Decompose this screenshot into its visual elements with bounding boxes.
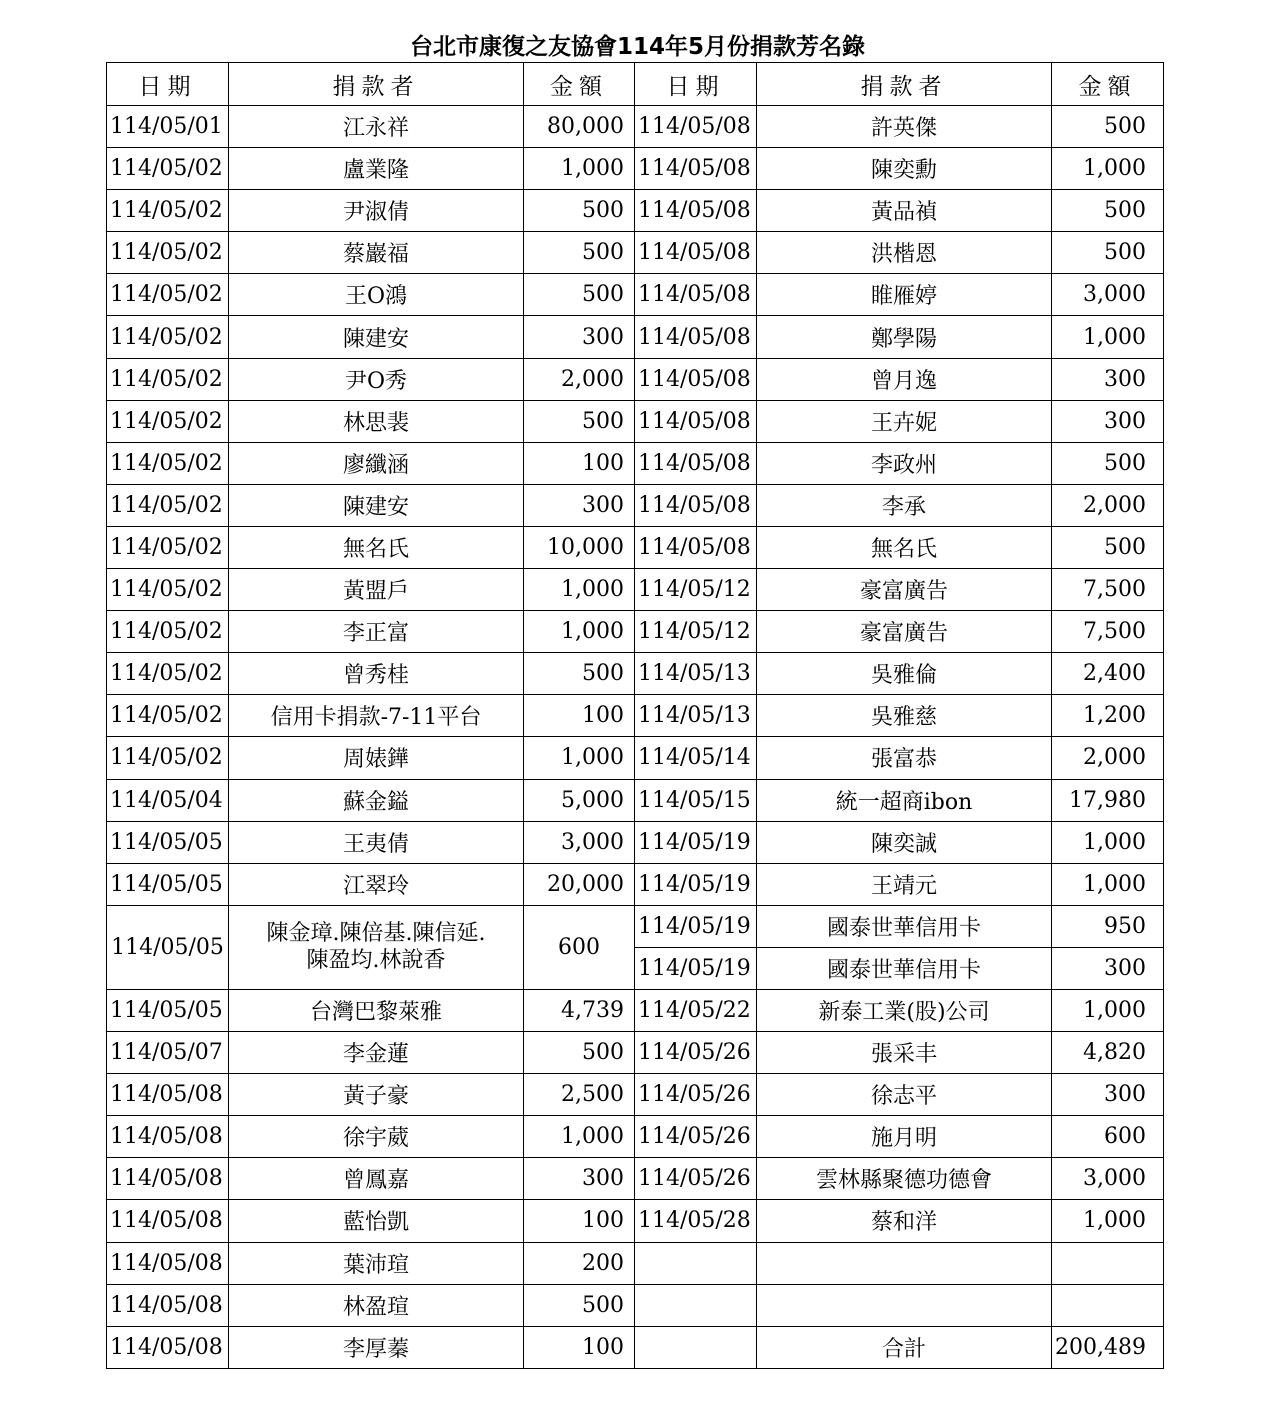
- date-cell: 114/05/19: [635, 821, 757, 863]
- amount-cell: 500: [524, 653, 635, 695]
- donor-cell: 張采丰: [757, 1032, 1052, 1074]
- donor-cell: 江永祥: [229, 106, 524, 148]
- amount-cell: 500: [524, 1284, 635, 1326]
- donor-cell: 陳建安: [229, 484, 524, 526]
- table-row: [107, 316, 1164, 358]
- date-cell: 114/05/02: [107, 190, 229, 232]
- date-cell: [635, 1326, 757, 1368]
- date-cell: 114/05/02: [107, 569, 229, 611]
- date-cell: 114/05/19: [635, 947, 757, 989]
- amount-cell: 1,000: [1052, 863, 1164, 905]
- date-cell: 114/05/02: [107, 484, 229, 526]
- amount-cell: 4,739: [524, 989, 635, 1031]
- donor-cell: 統一超商ibon: [757, 779, 1052, 821]
- table-row: [107, 1242, 1164, 1284]
- donor-cell: 王O鴻: [229, 274, 524, 316]
- amount-cell: 300: [1052, 947, 1164, 989]
- table-row: [107, 569, 1164, 611]
- amount-cell: 2,000: [1052, 484, 1164, 526]
- total-row: [107, 1326, 1164, 1368]
- donor-cell: 張富恭: [757, 737, 1052, 779]
- amount-cell: 500: [1052, 106, 1164, 148]
- date-cell: 114/05/22: [635, 989, 757, 1031]
- header-donor: 捐款者: [757, 63, 1052, 106]
- donor-cell: 林思裴: [229, 400, 524, 442]
- amount-cell: 2,000: [524, 358, 635, 400]
- donor-cell: 蘇金鎰: [229, 779, 524, 821]
- date-cell: 114/05/02: [107, 232, 229, 274]
- donor-cell: 李金蓮: [229, 1032, 524, 1074]
- donor-cell: [757, 1284, 1052, 1326]
- table-row: [107, 779, 1164, 821]
- date-cell: 114/05/08: [107, 1200, 229, 1242]
- table-row: [107, 526, 1164, 568]
- date-cell: 114/05/26: [635, 1074, 757, 1116]
- amount-cell: 1,000: [1052, 1200, 1164, 1242]
- amount-cell: 1,000: [524, 737, 635, 779]
- date-cell: 114/05/08: [635, 190, 757, 232]
- donor-cell: 施月明: [757, 1116, 1052, 1158]
- donor-cell: 吳雅慈: [757, 695, 1052, 737]
- date-cell: 114/05/12: [635, 611, 757, 653]
- donor-cell: 林盈瑄: [229, 1284, 524, 1326]
- date-cell: 114/05/08: [107, 1326, 229, 1368]
- table-row: [107, 484, 1164, 526]
- table-row: [107, 1074, 1164, 1116]
- header-date: 日期: [107, 63, 229, 106]
- donor-cell: 盧業隆: [229, 148, 524, 190]
- date-cell: [635, 1242, 757, 1284]
- header-date: 日期: [635, 63, 757, 106]
- amount-cell: 100: [524, 695, 635, 737]
- date-cell: 114/05/08: [107, 1158, 229, 1200]
- amount-cell: 2,000: [1052, 737, 1164, 779]
- amount-cell: 600: [1052, 1116, 1164, 1158]
- table-row: [107, 232, 1164, 274]
- table-row: [107, 695, 1164, 737]
- donor-cell: 陳奕勳: [757, 148, 1052, 190]
- date-cell: 114/05/08: [635, 106, 757, 148]
- date-cell: 114/05/13: [635, 695, 757, 737]
- donor-cell: 葉沛瑄: [229, 1242, 524, 1284]
- amount-cell: 3,000: [1052, 1158, 1164, 1200]
- donor-cell: 台灣巴黎萊雅: [229, 989, 524, 1031]
- donor-cell: 尹O秀: [229, 358, 524, 400]
- date-cell: 114/05/02: [107, 400, 229, 442]
- table-row: [107, 1284, 1164, 1326]
- donor-cell: 睢雁婷: [757, 274, 1052, 316]
- donor-cell: 鄭學陽: [757, 316, 1052, 358]
- amount-cell: 300: [524, 1158, 635, 1200]
- donor-cell: [229, 905, 524, 989]
- donor-cell: 李承: [757, 484, 1052, 526]
- amount-cell: 300: [524, 316, 635, 358]
- date-cell: 114/05/05: [107, 863, 229, 905]
- amount-cell: 2,400: [1052, 653, 1164, 695]
- amount-cell: 100: [524, 1200, 635, 1242]
- donor-cell: 黃盟戶: [229, 569, 524, 611]
- amount-cell: 500: [1052, 526, 1164, 568]
- amount-cell: 300: [1052, 400, 1164, 442]
- date-cell: 114/05/08: [635, 316, 757, 358]
- donor-cell: 曾鳳嘉: [229, 1158, 524, 1200]
- amount-cell: 1,000: [524, 1116, 635, 1158]
- donor-cell: 江翠玲: [229, 863, 524, 905]
- date-cell: 114/05/07: [107, 1032, 229, 1074]
- donor-cell: 周婊鏵: [229, 737, 524, 779]
- table-row: [107, 106, 1164, 148]
- date-cell: 114/05/14: [635, 737, 757, 779]
- donor-cell: 蔡巖福: [229, 232, 524, 274]
- date-cell: 114/05/08: [635, 358, 757, 400]
- amount-cell: 1,000: [524, 569, 635, 611]
- amount-cell: 17,980: [1052, 779, 1164, 821]
- date-cell: 114/05/02: [107, 695, 229, 737]
- donor-cell: 豪富廣告: [757, 569, 1052, 611]
- date-cell: 114/05/19: [635, 905, 757, 947]
- date-cell: 114/05/08: [635, 442, 757, 484]
- table-row: [107, 1032, 1164, 1074]
- table-row: [107, 1200, 1164, 1242]
- total-amount: 200,489: [1052, 1326, 1164, 1368]
- amount-cell: 1,000: [524, 148, 635, 190]
- table-row: [107, 905, 1164, 947]
- donor-cell: 李正富: [229, 611, 524, 653]
- date-cell: 114/05/02: [107, 274, 229, 316]
- donor-cell: 藍怡凱: [229, 1200, 524, 1242]
- date-cell: 114/05/05: [107, 821, 229, 863]
- donor-cell: 黃子豪: [229, 1074, 524, 1116]
- amount-cell: 3,000: [1052, 274, 1164, 316]
- donor-cell: 徐宇葳: [229, 1116, 524, 1158]
- date-cell: 114/05/02: [107, 526, 229, 568]
- donor-cell: 吳雅倫: [757, 653, 1052, 695]
- date-cell: 114/05/02: [107, 358, 229, 400]
- amount-cell: 500: [1052, 190, 1164, 232]
- amount-cell: 1,000: [1052, 148, 1164, 190]
- amount-cell: 1,000: [1052, 316, 1164, 358]
- amount-cell: 950: [1052, 905, 1164, 947]
- table-row: [107, 274, 1164, 316]
- date-cell: 114/05/28: [635, 1200, 757, 1242]
- donor-cell: 廖纖涵: [229, 442, 524, 484]
- donor-cell: 國泰世華信用卡: [757, 905, 1052, 947]
- table-row: [107, 400, 1164, 442]
- amount-cell: 300: [524, 484, 635, 526]
- amount-cell: 100: [524, 442, 635, 484]
- amount-cell: 1,200: [1052, 695, 1164, 737]
- donor-cell: 尹淑倩: [229, 190, 524, 232]
- donor-cell: 王靖元: [757, 863, 1052, 905]
- amount-cell: 600: [524, 905, 635, 989]
- date-cell: 114/05/12: [635, 569, 757, 611]
- date-cell: 114/05/02: [107, 442, 229, 484]
- date-cell: [635, 1284, 757, 1326]
- table-row: [107, 148, 1164, 190]
- table-row: [107, 1116, 1164, 1158]
- amount-cell: [1052, 1242, 1164, 1284]
- date-cell: 114/05/19: [635, 863, 757, 905]
- amount-cell: 300: [1052, 1074, 1164, 1116]
- donor-cell: 徐志平: [757, 1074, 1052, 1116]
- donor-cell: 洪楷恩: [757, 232, 1052, 274]
- table-row: [107, 1158, 1164, 1200]
- amount-cell: 200: [524, 1242, 635, 1284]
- date-cell: 114/05/02: [107, 611, 229, 653]
- date-cell: 114/05/08: [107, 1074, 229, 1116]
- amount-cell: 3,000: [524, 821, 635, 863]
- donor-cell: 李厚蓁: [229, 1326, 524, 1368]
- amount-cell: 500: [524, 274, 635, 316]
- date-cell: 114/05/05: [107, 905, 229, 989]
- donor-cell: 曾秀桂: [229, 653, 524, 695]
- donor-cell: 無名氏: [757, 526, 1052, 568]
- table-row: [107, 611, 1164, 653]
- header-amount: 金額: [1052, 63, 1164, 106]
- date-cell: 114/05/02: [107, 316, 229, 358]
- amount-cell: 5,000: [524, 779, 635, 821]
- date-cell: 114/05/08: [107, 1116, 229, 1158]
- amount-cell: 20,000: [524, 863, 635, 905]
- header-amount: 金額: [524, 63, 635, 106]
- donation-table: [106, 62, 1164, 1369]
- amount-cell: 1,000: [1052, 821, 1164, 863]
- amount-cell: [1052, 1284, 1164, 1326]
- donor-cell: 雲林縣聚德功德會: [757, 1158, 1052, 1200]
- amount-cell: 500: [524, 1032, 635, 1074]
- table-row: [107, 190, 1164, 232]
- amount-cell: 7,500: [1052, 569, 1164, 611]
- donor-cell: 信用卡捐款-7-11平台: [229, 695, 524, 737]
- date-cell: 114/05/08: [107, 1284, 229, 1326]
- header-row: [107, 63, 1164, 106]
- table-row: [107, 442, 1164, 484]
- donor-line: 陳盈均.林說香: [306, 948, 446, 974]
- amount-cell: 80,000: [524, 106, 635, 148]
- date-cell: 114/05/02: [107, 737, 229, 779]
- donor-cell: 國泰世華信用卡: [757, 947, 1052, 989]
- date-cell: 114/05/26: [635, 1116, 757, 1158]
- table-row: [107, 653, 1164, 695]
- amount-cell: 2,500: [524, 1074, 635, 1116]
- donor-cell: 豪富廣告: [757, 611, 1052, 653]
- donor-cell: 王夷倩: [229, 821, 524, 863]
- date-cell: 114/05/02: [107, 653, 229, 695]
- amount-cell: 500: [524, 190, 635, 232]
- donor-cell: 黃品禎: [757, 190, 1052, 232]
- table-row: [107, 737, 1164, 779]
- donor-cell: [757, 1242, 1052, 1284]
- date-cell: 114/05/26: [635, 1158, 757, 1200]
- amount-cell: 100: [524, 1326, 635, 1368]
- table-row: [107, 989, 1164, 1031]
- donor-cell: 曾月逸: [757, 358, 1052, 400]
- donor-line: 陳金璋.陳倍基.陳信延.: [266, 920, 486, 946]
- total-label: 合計: [757, 1326, 1052, 1368]
- date-cell: 114/05/08: [635, 484, 757, 526]
- date-cell: 114/05/01: [107, 106, 229, 148]
- amount-cell: 10,000: [524, 526, 635, 568]
- donor-cell: 蔡和洋: [757, 1200, 1052, 1242]
- date-cell: 114/05/08: [107, 1242, 229, 1284]
- donor-cell: 王卉妮: [757, 400, 1052, 442]
- amount-cell: 1,000: [1052, 989, 1164, 1031]
- amount-cell: 300: [1052, 358, 1164, 400]
- donor-cell: 無名氏: [229, 526, 524, 568]
- date-cell: 114/05/05: [107, 989, 229, 1031]
- date-cell: 114/05/08: [635, 526, 757, 568]
- date-cell: 114/05/04: [107, 779, 229, 821]
- donor-cell: 李政州: [757, 442, 1052, 484]
- date-cell: 114/05/13: [635, 653, 757, 695]
- amount-cell: 7,500: [1052, 611, 1164, 653]
- date-cell: 114/05/02: [107, 148, 229, 190]
- amount-cell: 4,820: [1052, 1032, 1164, 1074]
- date-cell: 114/05/08: [635, 274, 757, 316]
- donor-cell: 新泰工業(股)公司: [757, 989, 1052, 1031]
- amount-cell: 1,000: [524, 611, 635, 653]
- header-donor: 捐款者: [229, 63, 524, 106]
- donor-cell: 陳奕誠: [757, 821, 1052, 863]
- amount-cell: 500: [524, 232, 635, 274]
- table-row: [107, 863, 1164, 905]
- date-cell: 114/05/08: [635, 232, 757, 274]
- donor-cell: 陳建安: [229, 316, 524, 358]
- amount-cell: 500: [1052, 232, 1164, 274]
- document-title: 台北市康復之友協會114年5月份捐款芳名錄: [409, 34, 865, 60]
- table-row: [107, 358, 1164, 400]
- date-cell: 114/05/15: [635, 779, 757, 821]
- donor-cell: 許英傑: [757, 106, 1052, 148]
- amount-cell: 500: [524, 400, 635, 442]
- table-row: [107, 821, 1164, 863]
- date-cell: 114/05/08: [635, 148, 757, 190]
- date-cell: 114/05/26: [635, 1032, 757, 1074]
- date-cell: 114/05/08: [635, 400, 757, 442]
- amount-cell: 500: [1052, 442, 1164, 484]
